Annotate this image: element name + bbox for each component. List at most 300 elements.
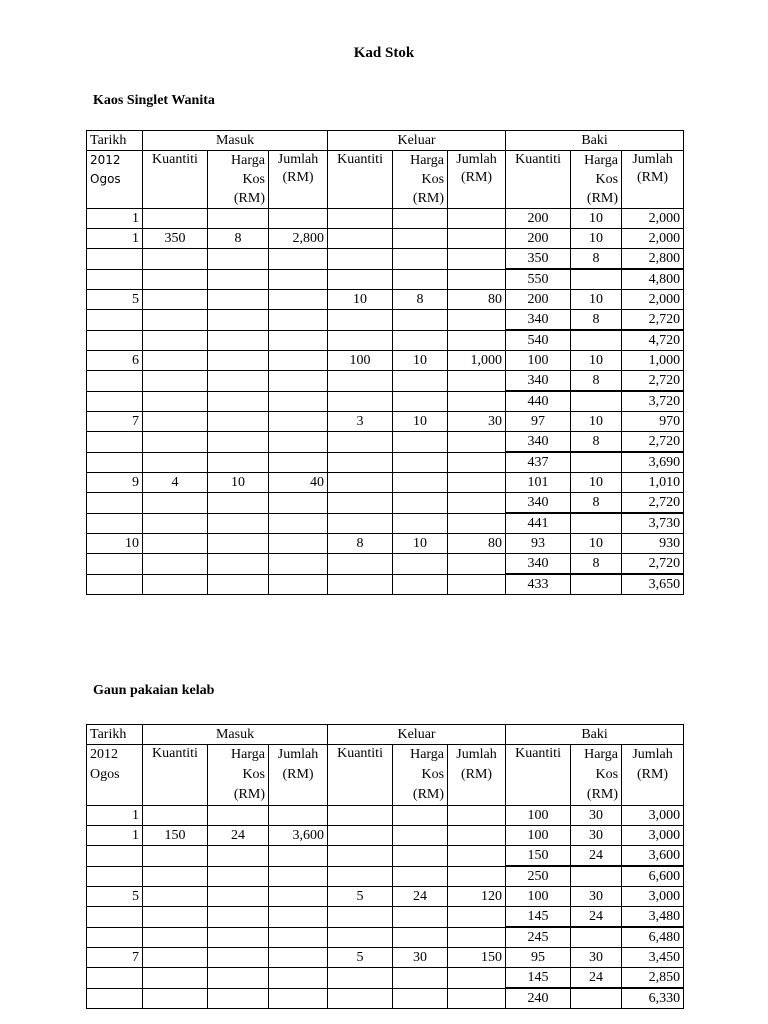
header-bal-cost: Harga Kos (RM) (571, 151, 622, 209)
cell-in-total (269, 371, 328, 392)
cell-in-total (269, 907, 328, 928)
cell-in-qty (143, 968, 208, 989)
cell-out-total (448, 806, 506, 826)
cell-bal-qty: 150 (506, 846, 571, 867)
cell-date (87, 846, 143, 867)
cell-in-cost (208, 513, 269, 534)
stock-card-table-2 (86, 724, 684, 1009)
cell-in-cost: 8 (208, 229, 269, 249)
cell-out-total (448, 968, 506, 989)
table-heading-2: Gaun pakaian kelab (93, 683, 215, 698)
table-row (87, 806, 684, 826)
cell-out-qty (328, 554, 393, 575)
cell-bal-cost (571, 452, 622, 473)
cell-bal-cost (571, 988, 622, 1009)
cell-date (87, 574, 143, 595)
header-in-total: Jumlah (RM) (269, 151, 328, 209)
cell-out-cost: 8 (393, 290, 448, 310)
cell-out-cost (393, 330, 448, 351)
cell-bal-cost: 8 (571, 432, 622, 453)
cell-in-cost (208, 554, 269, 575)
table-row (87, 452, 684, 473)
cell-out-total (448, 330, 506, 351)
cell-out-total (448, 209, 506, 229)
cell-bal-total: 3,650 (622, 574, 684, 595)
cell-bal-total: 3,450 (622, 948, 684, 968)
table-row (87, 866, 684, 887)
cell-in-cost: 24 (208, 826, 269, 846)
cell-bal-qty: 95 (506, 948, 571, 968)
cell-in-total (269, 452, 328, 473)
cell-out-total (448, 907, 506, 928)
cell-bal-cost: 10 (571, 229, 622, 249)
cell-bal-total: 2,720 (622, 371, 684, 392)
cell-in-total (269, 988, 328, 1009)
cell-date: 9 (87, 473, 143, 493)
cell-in-qty (143, 269, 208, 290)
table-row (87, 927, 684, 948)
table-row (87, 269, 684, 290)
cell-bal-qty: 441 (506, 513, 571, 534)
cell-out-qty (328, 209, 393, 229)
cell-date (87, 513, 143, 534)
cell-out-cost (393, 554, 448, 575)
cell-out-total: 30 (448, 412, 506, 432)
cell-bal-total: 2,720 (622, 554, 684, 575)
cell-in-cost (208, 968, 269, 989)
header-in-cost: Harga Kos (RM) (208, 745, 269, 806)
cell-out-cost (393, 806, 448, 826)
cell-in-total (269, 574, 328, 595)
table-heading-1: Kaos Singlet Wanita (93, 93, 215, 108)
cell-bal-total: 6,330 (622, 988, 684, 1009)
cell-bal-total: 4,720 (622, 330, 684, 351)
cell-date (87, 907, 143, 928)
cell-date (87, 452, 143, 473)
cell-in-qty: 350 (143, 229, 208, 249)
cell-bal-cost: 30 (571, 948, 622, 968)
cell-out-qty: 5 (328, 887, 393, 907)
cell-date: 6 (87, 351, 143, 371)
cell-out-cost (393, 391, 448, 412)
cell-out-total (448, 554, 506, 575)
header-bal-total: Jumlah (RM) (622, 151, 684, 209)
header-baki: Baki (506, 725, 684, 745)
cell-bal-qty: 340 (506, 310, 571, 331)
header-bal-qty: Kuantiti (506, 745, 571, 806)
cell-out-total (448, 513, 506, 534)
cell-bal-cost: 10 (571, 412, 622, 432)
cell-bal-cost: 24 (571, 846, 622, 867)
header-month: Ogos (90, 172, 121, 186)
table-row (87, 310, 684, 331)
cell-in-cost (208, 351, 269, 371)
cell-bal-cost (571, 391, 622, 412)
cell-out-cost (393, 574, 448, 595)
cell-bal-total: 3,720 (622, 391, 684, 412)
header-baki: Baki (506, 131, 684, 151)
cell-in-total (269, 806, 328, 826)
cell-out-qty: 3 (328, 412, 393, 432)
cell-bal-total: 3,000 (622, 806, 684, 826)
cell-out-cost (393, 269, 448, 290)
cell-in-qty (143, 927, 208, 948)
cell-in-qty (143, 330, 208, 351)
stock-card-table-1 (86, 130, 684, 595)
cell-out-cost (393, 229, 448, 249)
cell-bal-total: 2,800 (622, 249, 684, 270)
cell-in-total (269, 948, 328, 968)
cell-out-qty (328, 473, 393, 493)
cell-in-qty (143, 988, 208, 1009)
cell-in-cost (208, 209, 269, 229)
cell-bal-total: 2,720 (622, 310, 684, 331)
cell-in-cost (208, 907, 269, 928)
cell-in-cost (208, 452, 269, 473)
cell-bal-total: 4,800 (622, 269, 684, 290)
header-year: 2012 (90, 747, 118, 762)
cell-bal-cost (571, 513, 622, 534)
table-row (87, 432, 684, 453)
cell-bal-qty: 200 (506, 229, 571, 249)
cell-date (87, 249, 143, 270)
cell-in-total (269, 269, 328, 290)
cell-bal-cost: 8 (571, 554, 622, 575)
cell-date: 7 (87, 412, 143, 432)
cell-in-total (269, 554, 328, 575)
header-keluar: Keluar (328, 725, 506, 745)
cell-date (87, 968, 143, 989)
cell-out-cost (393, 927, 448, 948)
cell-date: 1 (87, 229, 143, 249)
cell-in-cost (208, 887, 269, 907)
cell-bal-qty: 93 (506, 534, 571, 554)
cell-in-cost (208, 948, 269, 968)
cell-bal-cost: 8 (571, 493, 622, 514)
cell-out-total: 120 (448, 887, 506, 907)
cell-bal-qty: 200 (506, 209, 571, 229)
cell-out-cost (393, 907, 448, 928)
cell-in-qty (143, 493, 208, 514)
cell-out-total (448, 826, 506, 846)
header-row-columns (87, 151, 684, 209)
cell-in-qty (143, 534, 208, 554)
cell-bal-cost: 30 (571, 806, 622, 826)
cell-out-total (448, 391, 506, 412)
cell-bal-cost: 8 (571, 310, 622, 331)
table-row (87, 290, 684, 310)
cell-in-cost (208, 330, 269, 351)
cell-bal-cost: 8 (571, 249, 622, 270)
cell-bal-qty: 97 (506, 412, 571, 432)
header-row-columns (87, 745, 684, 806)
cell-date (87, 269, 143, 290)
cell-in-qty (143, 887, 208, 907)
cell-date: 5 (87, 290, 143, 310)
table-row (87, 826, 684, 846)
cell-out-total: 150 (448, 948, 506, 968)
table-row (87, 209, 684, 229)
cell-in-total (269, 310, 328, 331)
cell-out-total (448, 229, 506, 249)
cell-date (87, 371, 143, 392)
cell-out-cost: 10 (393, 412, 448, 432)
cell-bal-qty: 250 (506, 866, 571, 887)
cell-bal-qty: 145 (506, 907, 571, 928)
cell-in-cost (208, 412, 269, 432)
cell-in-cost (208, 846, 269, 867)
cell-date (87, 988, 143, 1009)
table-row (87, 907, 684, 928)
cell-in-total (269, 391, 328, 412)
cell-in-qty: 4 (143, 473, 208, 493)
cell-out-qty (328, 269, 393, 290)
cell-out-cost (393, 249, 448, 270)
table-row (87, 988, 684, 1009)
cell-in-qty (143, 290, 208, 310)
cell-in-total (269, 493, 328, 514)
cell-out-qty (328, 391, 393, 412)
table-row (87, 229, 684, 249)
table-row (87, 554, 684, 575)
cell-bal-cost (571, 866, 622, 887)
cell-in-total (269, 846, 328, 867)
cell-in-qty: 150 (143, 826, 208, 846)
header-in-cost: Harga Kos (RM) (208, 151, 269, 209)
cell-in-cost (208, 432, 269, 453)
cell-out-qty: 5 (328, 948, 393, 968)
cell-in-qty (143, 432, 208, 453)
cell-in-cost (208, 249, 269, 270)
cell-out-cost (393, 988, 448, 1009)
header-tarikh: Tarikh (87, 725, 143, 745)
cell-in-qty (143, 249, 208, 270)
header-bal-total: Jumlah (RM) (622, 745, 684, 806)
cell-out-cost (393, 432, 448, 453)
cell-in-qty (143, 391, 208, 412)
cell-out-qty (328, 846, 393, 867)
cell-bal-total: 2,000 (622, 209, 684, 229)
header-bal-qty: Kuantiti (506, 151, 571, 209)
cell-in-qty (143, 412, 208, 432)
cell-bal-cost: 8 (571, 371, 622, 392)
table-row (87, 574, 684, 595)
cell-in-qty (143, 846, 208, 867)
cell-out-total (448, 473, 506, 493)
cell-in-total (269, 534, 328, 554)
cell-in-cost (208, 391, 269, 412)
cell-bal-qty: 100 (506, 806, 571, 826)
cell-date (87, 554, 143, 575)
cell-bal-qty: 100 (506, 351, 571, 371)
cell-bal-total: 6,480 (622, 927, 684, 948)
cell-bal-total: 1,000 (622, 351, 684, 371)
cell-bal-cost (571, 330, 622, 351)
cell-out-qty (328, 330, 393, 351)
cell-in-total (269, 330, 328, 351)
cell-out-cost (393, 371, 448, 392)
cell-bal-cost: 24 (571, 968, 622, 989)
cell-bal-qty: 340 (506, 432, 571, 453)
cell-out-cost (393, 826, 448, 846)
cell-bal-cost: 10 (571, 534, 622, 554)
cell-out-total (448, 927, 506, 948)
cell-out-qty (328, 249, 393, 270)
cell-in-total (269, 209, 328, 229)
cell-out-total (448, 574, 506, 595)
cell-bal-total: 1,010 (622, 473, 684, 493)
cell-out-cost (393, 452, 448, 473)
cell-bal-qty: 437 (506, 452, 571, 473)
cell-bal-total: 2,850 (622, 968, 684, 989)
cell-date: 5 (87, 887, 143, 907)
cell-bal-cost (571, 574, 622, 595)
cell-out-total (448, 452, 506, 473)
header-row-groups (87, 131, 684, 151)
header-date (87, 151, 143, 209)
cell-in-cost (208, 866, 269, 887)
cell-bal-qty: 245 (506, 927, 571, 948)
cell-out-cost: 10 (393, 534, 448, 554)
cell-in-qty (143, 806, 208, 826)
cell-out-qty (328, 574, 393, 595)
cell-out-cost (393, 310, 448, 331)
cell-bal-cost: 24 (571, 907, 622, 928)
cell-bal-total: 6,600 (622, 866, 684, 887)
cell-in-cost (208, 988, 269, 1009)
cell-out-qty (328, 493, 393, 514)
cell-out-cost (393, 846, 448, 867)
cell-date: 7 (87, 948, 143, 968)
cell-bal-qty: 200 (506, 290, 571, 310)
cell-out-qty (328, 806, 393, 826)
header-masuk: Masuk (143, 131, 328, 151)
cell-bal-total: 3,000 (622, 887, 684, 907)
table-row (87, 968, 684, 989)
header-out-cost: Harga Kos (RM) (393, 745, 448, 806)
cell-bal-total: 2,720 (622, 493, 684, 514)
cell-in-total (269, 927, 328, 948)
cell-date: 1 (87, 209, 143, 229)
header-row-groups (87, 725, 684, 745)
cell-bal-qty: 350 (506, 249, 571, 270)
cell-in-qty (143, 209, 208, 229)
cell-in-cost (208, 269, 269, 290)
cell-bal-qty: 440 (506, 391, 571, 412)
cell-in-total: 2,800 (269, 229, 328, 249)
cell-in-cost (208, 290, 269, 310)
cell-out-total: 80 (448, 534, 506, 554)
cell-bal-total: 3,690 (622, 452, 684, 473)
page-title: Kad Stok (353, 45, 415, 61)
cell-bal-qty: 100 (506, 826, 571, 846)
header-in-total: Jumlah (RM) (269, 745, 328, 806)
cell-bal-total: 930 (622, 534, 684, 554)
cell-bal-qty: 145 (506, 968, 571, 989)
cell-in-cost: 10 (208, 473, 269, 493)
cell-out-qty (328, 866, 393, 887)
cell-bal-total: 3,730 (622, 513, 684, 534)
cell-date (87, 330, 143, 351)
cell-out-qty (328, 826, 393, 846)
cell-in-qty (143, 371, 208, 392)
header-masuk: Masuk (143, 725, 328, 745)
table-row (87, 391, 684, 412)
cell-out-total (448, 371, 506, 392)
cell-in-qty (143, 554, 208, 575)
cell-in-total: 3,600 (269, 826, 328, 846)
cell-out-total (448, 432, 506, 453)
cell-bal-qty: 101 (506, 473, 571, 493)
cell-in-total (269, 290, 328, 310)
cell-out-qty (328, 310, 393, 331)
table-row (87, 846, 684, 867)
cell-out-total (448, 846, 506, 867)
cell-out-cost (393, 866, 448, 887)
cell-out-qty (328, 907, 393, 928)
table-row (87, 412, 684, 432)
cell-bal-qty: 100 (506, 887, 571, 907)
cell-out-qty (328, 452, 393, 473)
cell-out-total: 80 (448, 290, 506, 310)
table-row (87, 534, 684, 554)
cell-in-cost (208, 534, 269, 554)
cell-out-qty (328, 371, 393, 392)
cell-bal-total: 3,480 (622, 907, 684, 928)
cell-out-cost (393, 513, 448, 534)
cell-in-cost (208, 927, 269, 948)
cell-in-total (269, 513, 328, 534)
cell-out-total (448, 310, 506, 331)
cell-bal-qty: 340 (506, 554, 571, 575)
table-row (87, 513, 684, 534)
cell-bal-total: 2,000 (622, 290, 684, 310)
cell-in-qty (143, 574, 208, 595)
cell-in-total (269, 866, 328, 887)
header-in-qty: Kuantiti (143, 151, 208, 209)
cell-out-cost: 24 (393, 887, 448, 907)
cell-out-total (448, 269, 506, 290)
table-row (87, 887, 684, 907)
cell-out-qty (328, 988, 393, 1009)
cell-bal-total: 3,600 (622, 846, 684, 867)
cell-out-cost (393, 473, 448, 493)
header-tarikh: Tarikh (87, 131, 143, 151)
cell-in-total: 40 (269, 473, 328, 493)
cell-in-cost (208, 574, 269, 595)
cell-out-qty (328, 968, 393, 989)
header-out-qty: Kuantiti (328, 745, 393, 806)
cell-out-cost: 30 (393, 948, 448, 968)
cell-out-total (448, 866, 506, 887)
cell-bal-qty: 240 (506, 988, 571, 1009)
cell-bal-qty: 550 (506, 269, 571, 290)
table-body (87, 209, 684, 595)
cell-out-cost: 10 (393, 351, 448, 371)
table-row (87, 330, 684, 351)
cell-bal-total: 2,000 (622, 229, 684, 249)
cell-bal-qty: 540 (506, 330, 571, 351)
cell-date (87, 432, 143, 453)
header-year: 2012 (90, 153, 121, 167)
cell-date: 10 (87, 534, 143, 554)
cell-out-qty: 100 (328, 351, 393, 371)
cell-bal-qty: 340 (506, 493, 571, 514)
cell-in-cost (208, 310, 269, 331)
cell-date (87, 866, 143, 887)
cell-in-cost (208, 806, 269, 826)
cell-date: 1 (87, 806, 143, 826)
